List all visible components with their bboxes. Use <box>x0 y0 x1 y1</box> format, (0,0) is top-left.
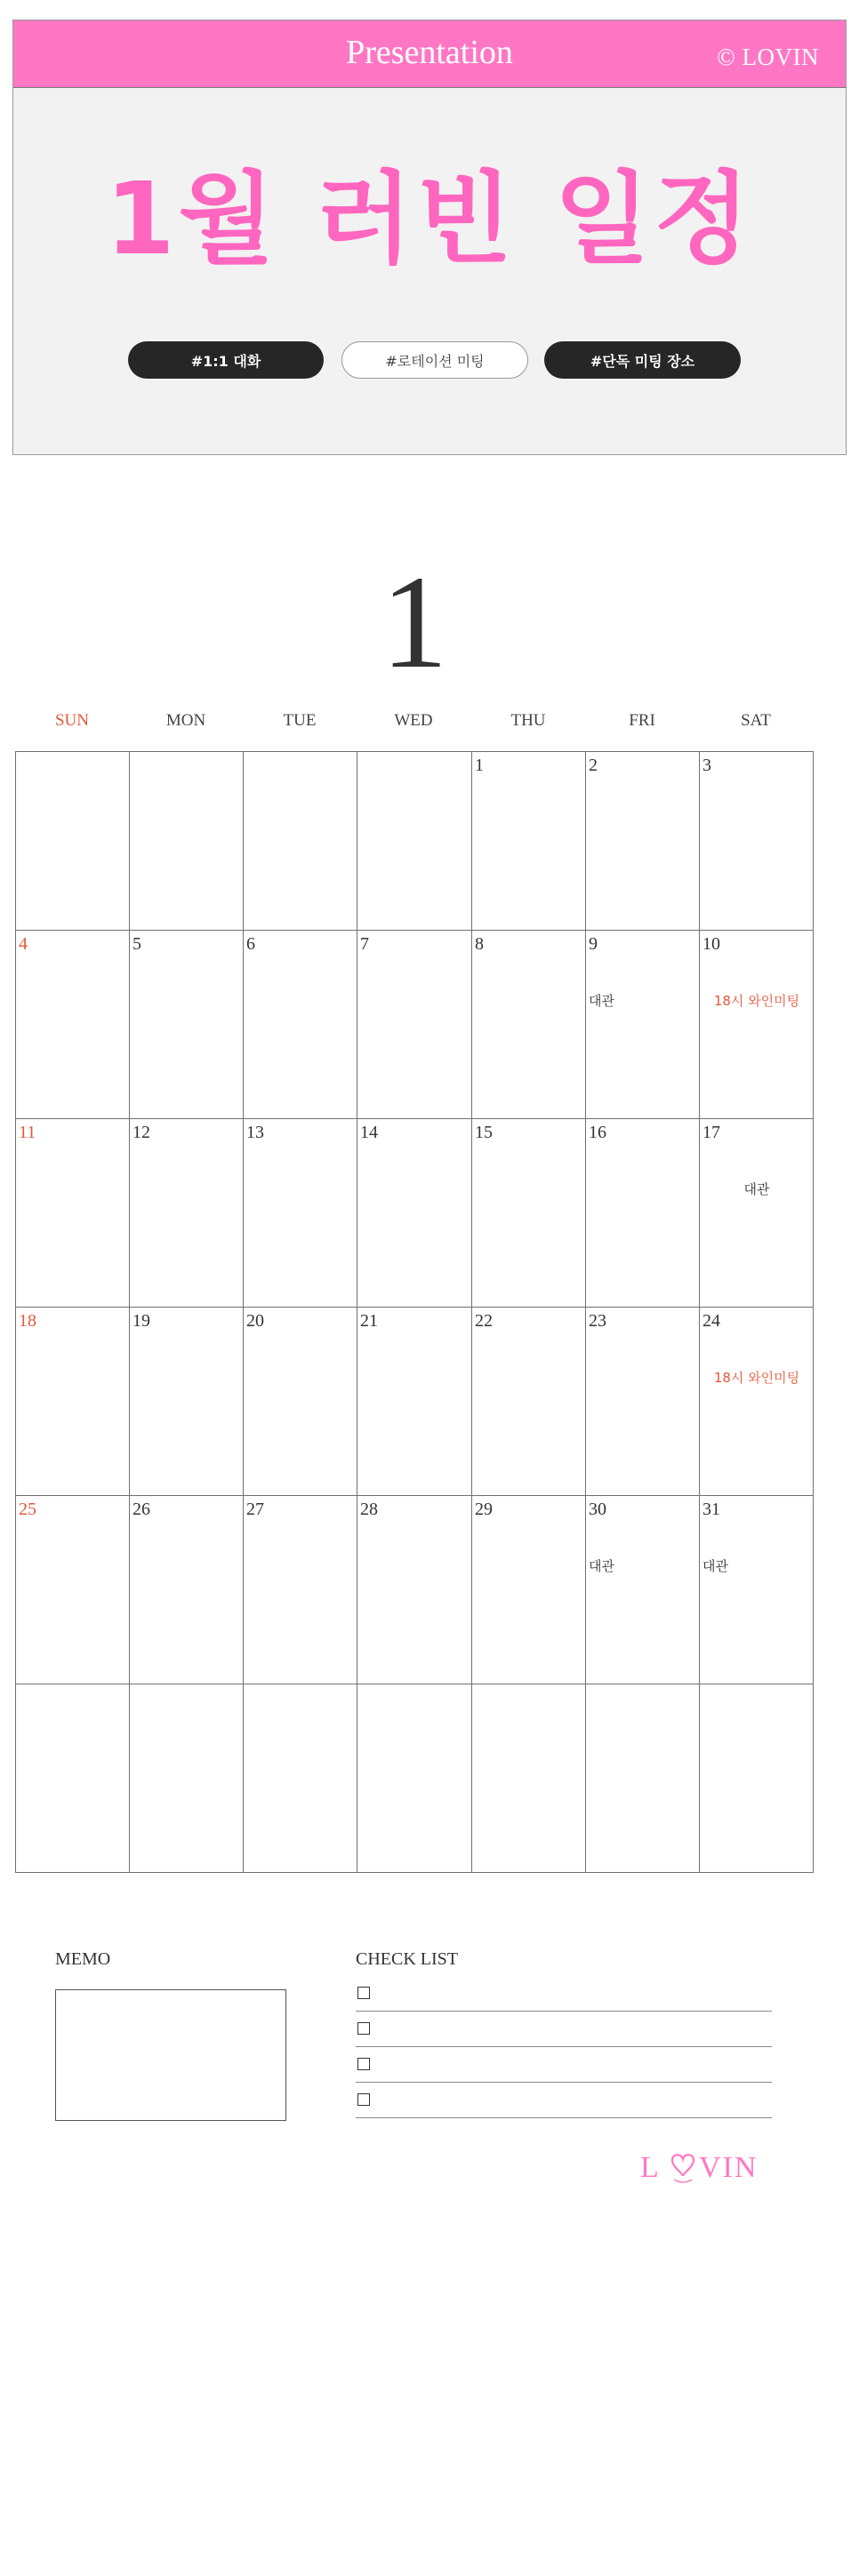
calendar-cell[interactable] <box>357 1118 471 1307</box>
day-number: 3 <box>702 756 711 775</box>
day-number: 19 <box>132 1311 150 1331</box>
weekday-fri: FRI <box>629 711 655 730</box>
calendar-cell[interactable] <box>15 1495 129 1684</box>
calendar-cell[interactable] <box>699 751 814 930</box>
calendar-cell[interactable] <box>15 1307 129 1495</box>
svg-text:VIN: VIN <box>699 2151 759 2184</box>
calendar-cell[interactable] <box>129 930 243 1118</box>
calendar-cell[interactable] <box>15 1118 129 1307</box>
day-number: 10 <box>702 934 720 954</box>
day-number: 20 <box>246 1311 264 1331</box>
checkbox-icon[interactable] <box>357 2058 370 2070</box>
day-number: 17 <box>702 1123 720 1142</box>
checkbox-icon[interactable] <box>357 2093 370 2106</box>
calendar-cell[interactable] <box>471 1495 585 1684</box>
heart-icon <box>672 2155 694 2176</box>
day-number: 14 <box>360 1123 378 1142</box>
calendar-cell[interactable] <box>357 930 471 1118</box>
calendar-cell[interactable] <box>699 930 814 1118</box>
day-number: 5 <box>132 934 141 954</box>
day-number: 12 <box>132 1123 150 1142</box>
memo-label: MEMO <box>55 1949 111 1969</box>
day-number: 1 <box>475 756 484 775</box>
calendar-cell[interactable] <box>585 1495 699 1684</box>
calendar-cell[interactable] <box>585 1684 699 1873</box>
day-number: 28 <box>360 1500 378 1519</box>
tag-rotation-meeting[interactable]: #로테이션 미팅 <box>341 341 528 379</box>
checkbox-icon[interactable] <box>357 2022 370 2035</box>
checklist-row[interactable] <box>356 1976 772 2012</box>
day-number: 2 <box>589 756 598 775</box>
tag-private-meeting-place[interactable]: #단독 미팅 장소 <box>544 341 741 379</box>
calendar-cell[interactable] <box>15 751 129 930</box>
day-number: 27 <box>246 1500 264 1519</box>
day-number: 18 <box>19 1311 36 1331</box>
day-number: 26 <box>132 1500 150 1519</box>
calendar-cell[interactable] <box>15 1684 129 1873</box>
calendar-cell[interactable] <box>129 1118 243 1307</box>
month-number: 1 <box>381 548 448 696</box>
calendar-cell[interactable] <box>699 1118 814 1307</box>
day-number: 31 <box>702 1500 720 1519</box>
calendar-cell[interactable] <box>471 1307 585 1495</box>
checklist-row[interactable] <box>356 2083 772 2118</box>
header-title: Presentation <box>346 34 513 71</box>
day-number: 16 <box>589 1123 606 1142</box>
calendar-event: 18시 와인미팅 <box>713 993 800 1009</box>
calendar-cell[interactable] <box>243 930 357 1118</box>
calendar-cell[interactable] <box>243 751 357 930</box>
svg-text:L: L <box>640 2151 659 2184</box>
checkbox-icon[interactable] <box>357 1987 370 1999</box>
page-headline: 1월 러빈 일정 <box>105 162 754 277</box>
day-number: 22 <box>475 1311 493 1331</box>
header-card <box>12 20 847 455</box>
calendar-cell[interactable] <box>471 751 585 930</box>
calendar-cell[interactable] <box>699 1495 814 1684</box>
tag-one-on-one[interactable]: #1:1 대화 <box>128 341 324 379</box>
header-bar <box>13 20 846 88</box>
grid-border-right <box>813 751 814 1873</box>
checklist-label: CHECK LIST <box>356 1949 458 1969</box>
day-number: 8 <box>475 934 484 954</box>
weekday-wed: WED <box>394 711 433 730</box>
calendar-grid <box>15 751 814 1873</box>
day-number: 9 <box>589 934 598 954</box>
calendar-cell[interactable] <box>357 1307 471 1495</box>
calendar-cell[interactable] <box>585 1118 699 1307</box>
lovin-logo <box>640 2146 774 2187</box>
calendar-cell[interactable] <box>699 1684 814 1873</box>
calendar-cell[interactable] <box>471 1684 585 1873</box>
day-number: 21 <box>360 1311 378 1331</box>
calendar-cell[interactable] <box>129 1307 243 1495</box>
checklist-row[interactable] <box>356 2012 772 2047</box>
calendar-event: 대관 <box>743 1181 770 1197</box>
day-number: 11 <box>19 1123 36 1142</box>
grid-border-bottom <box>15 1872 814 1873</box>
weekday-sun: SUN <box>54 711 89 730</box>
calendar-cell[interactable] <box>243 1495 357 1684</box>
memo-box[interactable] <box>55 1989 286 2121</box>
calendar-cell[interactable] <box>357 1684 471 1873</box>
calendar-cell[interactable] <box>129 1684 243 1873</box>
calendar-event: 대관 <box>589 1558 614 1574</box>
calendar-cell[interactable] <box>471 1118 585 1307</box>
calendar-event: 대관 <box>589 993 614 1009</box>
calendar-cell[interactable] <box>243 1684 357 1873</box>
calendar-cell[interactable] <box>243 1307 357 1495</box>
checklist-row[interactable] <box>356 2047 772 2083</box>
weekday-header <box>15 711 814 738</box>
calendar-cell[interactable] <box>357 751 471 930</box>
calendar-cell[interactable] <box>585 1307 699 1495</box>
calendar-cell[interactable] <box>585 751 699 930</box>
calendar-cell[interactable] <box>471 930 585 1118</box>
day-number: 23 <box>589 1311 606 1331</box>
brand-label: © LOVIN <box>717 44 819 70</box>
calendar-event: 18시 와인미팅 <box>713 1370 800 1386</box>
day-number: 25 <box>19 1500 36 1519</box>
weekday-mon: MON <box>165 711 206 730</box>
weekday-sat: SAT <box>741 711 771 730</box>
calendar-cell[interactable] <box>699 1307 814 1495</box>
day-number: 30 <box>589 1500 606 1519</box>
calendar-cell[interactable] <box>15 930 129 1118</box>
weekday-tue: TUE <box>283 711 317 730</box>
calendar-cell[interactable] <box>243 1118 357 1307</box>
day-number: 7 <box>360 934 369 954</box>
calendar-cell[interactable] <box>585 930 699 1118</box>
calendar-cell[interactable] <box>129 751 243 930</box>
day-number: 29 <box>475 1500 493 1519</box>
weekday-thu: THU <box>510 711 546 730</box>
day-number: 24 <box>702 1311 720 1331</box>
day-number: 15 <box>475 1123 493 1142</box>
calendar-cell[interactable] <box>129 1495 243 1684</box>
day-number: 6 <box>246 934 255 954</box>
day-number: 4 <box>19 934 28 954</box>
day-number: 13 <box>246 1123 264 1142</box>
calendar-cell[interactable] <box>357 1495 471 1684</box>
calendar-event: 대관 <box>702 1558 728 1574</box>
